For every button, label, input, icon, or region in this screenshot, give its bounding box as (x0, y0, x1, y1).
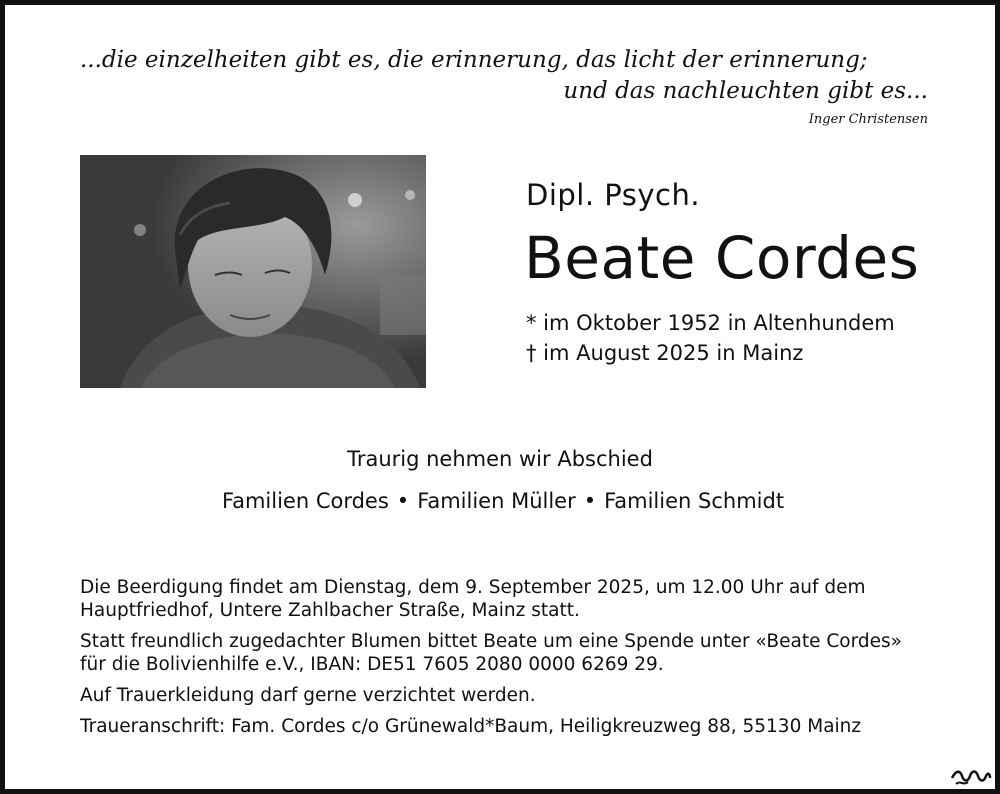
family-mueller: Familien Müller (417, 489, 576, 513)
quote-line-1: ...die einzelheiten gibt es, die erinnerung, das licht der erinnerung; (80, 47, 868, 73)
birth-date: * im Oktober 1952 in Altenhundem (526, 311, 895, 335)
donation-line-2: für die Bolivienhilfe e.V., IBAN: DE51 7605 2080 0000 6269 29. (80, 654, 664, 675)
notice-details (80, 576, 940, 746)
deceased-name: Beate Cordes (524, 224, 920, 292)
family-cordes: Familien Cordes (221, 489, 389, 513)
bullet-separator: • (396, 489, 410, 513)
portrait-photo (80, 155, 426, 388)
funeral-line-1: Die Beerdigung findet am Dienstag, dem 9. September 2025, um 12.00 Uhr auf dem (80, 577, 866, 598)
academic-title: Dipl. Psych. (526, 178, 701, 212)
donation-line-1: Statt freundlich zugedachter Blumen bittet Beate um eine Spende unter «Beate Cordes» (80, 631, 902, 652)
funeral-info (80, 576, 940, 622)
mourning-intro: Traurig nehmen wir Abschied (347, 447, 653, 471)
funeral-line-2: Hauptfriedhof, Untere Zahlbacher Straße, Mainz statt. (80, 600, 580, 621)
clothing-info: Auf Trauerkleidung darf gerne verzichtet werden. (80, 685, 536, 706)
life-dates (526, 308, 895, 368)
mourning-address: Traueranschrift: Fam. Cordes c/o Grünewald*Baum, Heiligkreuzweg 88, 55130 Mainz (80, 716, 862, 737)
portrait-image (80, 155, 426, 388)
bullet-separator: • (583, 489, 597, 513)
donation-info (80, 630, 940, 676)
quote-author: Inger Christensen (808, 112, 928, 127)
publisher-logo-icon (950, 766, 992, 790)
family-list (0, 486, 1000, 516)
death-date: † im August 2025 in Mainz (526, 341, 804, 365)
quote-line-2: und das nachleuchten gibt es... (563, 78, 928, 104)
family-schmidt: Familien Schmidt (604, 489, 785, 513)
